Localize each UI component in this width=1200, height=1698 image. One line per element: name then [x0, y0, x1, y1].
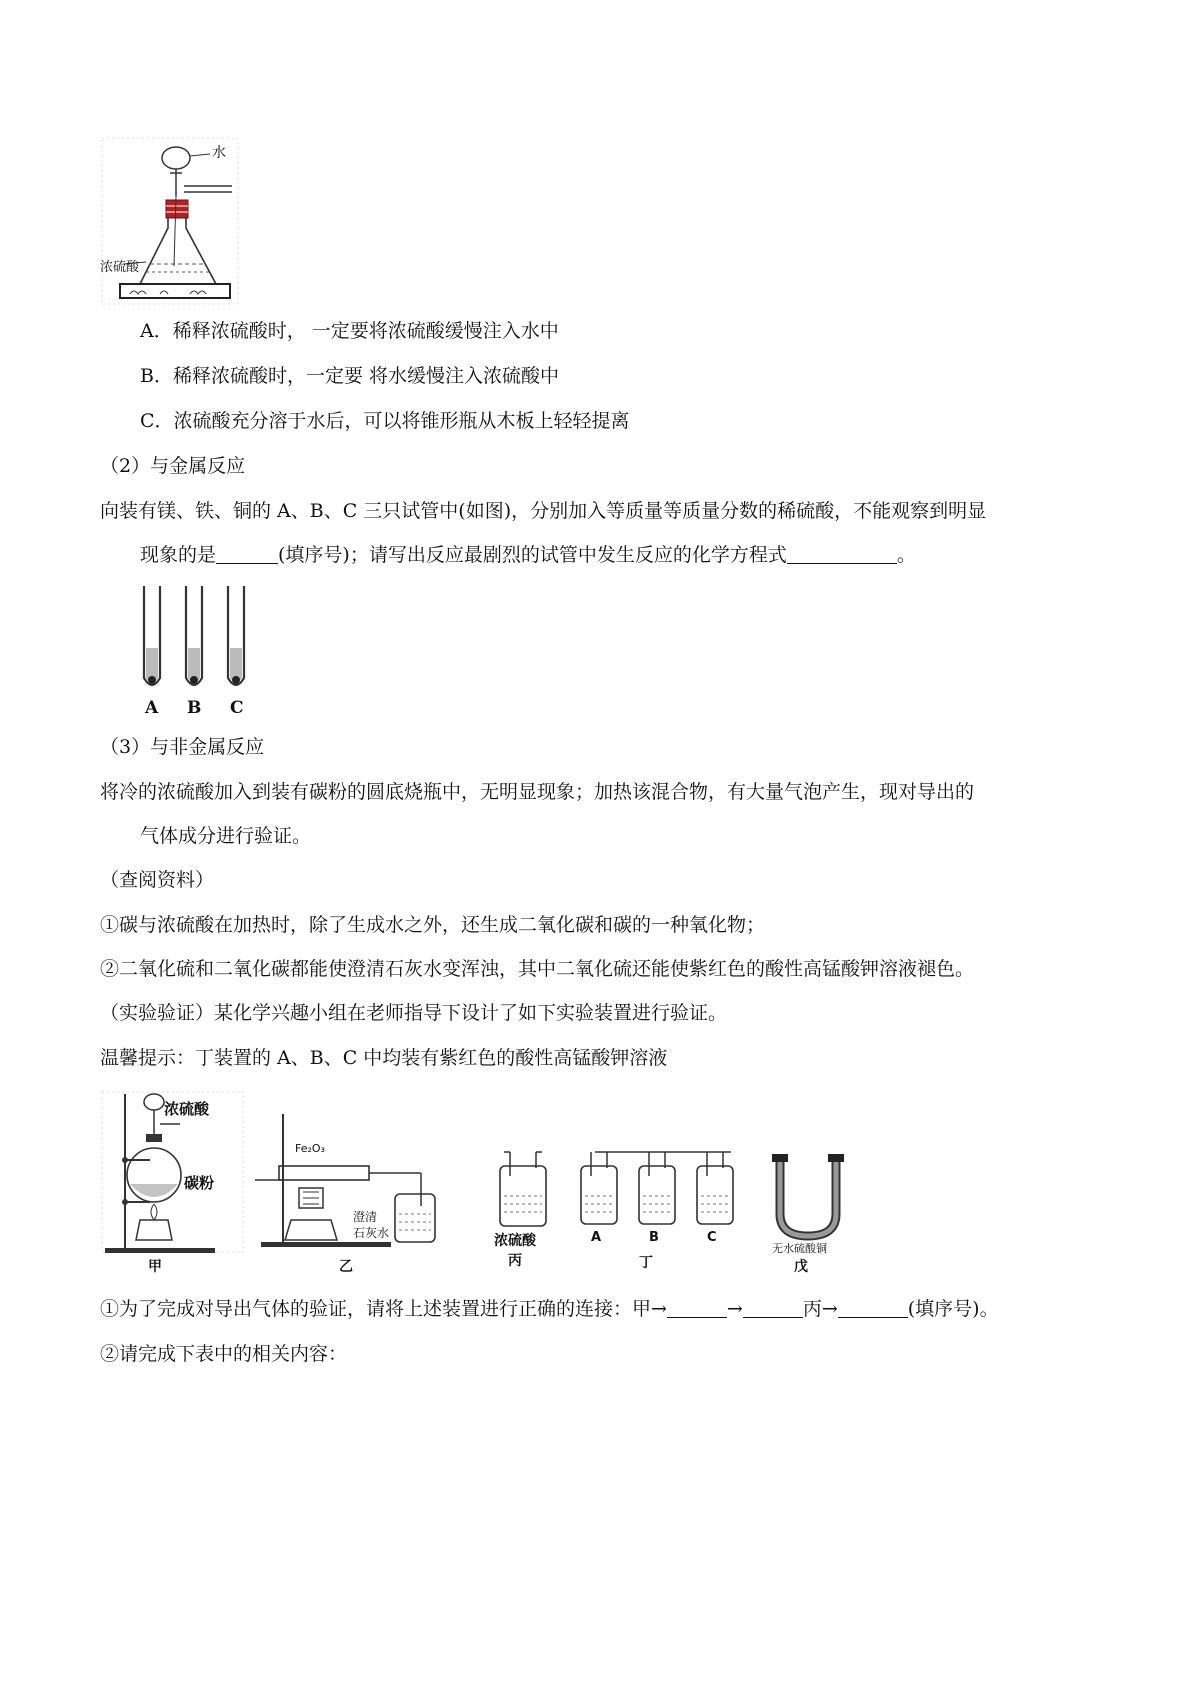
- ding-bottle-a: [581, 1166, 617, 1224]
- question-1-part2: →: [726, 1298, 743, 1320]
- answer-blank-1[interactable]: [667, 1297, 727, 1318]
- answer-blank-tube[interactable]: [216, 543, 278, 564]
- apparatus-ding-drawing: [575, 1146, 755, 1276]
- yi-lime-label-1: 澄清: [353, 1210, 378, 1224]
- acid-label: 浓硫酸: [100, 260, 140, 275]
- section2-line2-part1: 现象的是: [140, 544, 217, 566]
- tube-metal: [148, 676, 156, 684]
- ding-liquid: [585, 1196, 613, 1212]
- ding-name-label: 丁: [639, 1255, 653, 1271]
- water-label: 水: [212, 145, 226, 161]
- section3-heading: （3）与非金属反应: [100, 736, 265, 758]
- answer-blank-equation[interactable]: [787, 543, 897, 564]
- apparatus-wu: [768, 1150, 848, 1278]
- tube-label-a: A: [145, 698, 159, 718]
- ding-liquid: [701, 1196, 729, 1212]
- flask-apparatus-figure: [100, 136, 240, 306]
- yi-lime-label-2: 石灰水: [353, 1226, 390, 1240]
- question-1-part4: (填序号)。: [907, 1298, 999, 1320]
- yi-name-label: 乙: [339, 1259, 353, 1275]
- bing-name-label: 丙: [508, 1253, 522, 1269]
- section3-line2: 气体成分进行验证。: [140, 825, 312, 847]
- jia-carbon-label: 碳粉: [184, 1174, 215, 1192]
- ding-bottle-b: [639, 1166, 675, 1224]
- jia-name-label: 甲: [148, 1259, 162, 1275]
- apparatus-wu-drawing: [768, 1150, 848, 1278]
- ding-liquid: [643, 1196, 671, 1212]
- option-a: A．稀释浓硫酸时， 一定要将浓硫酸缓慢注入水中: [140, 320, 559, 342]
- apparatus-jia: [100, 1090, 245, 1280]
- lookup-heading: （查阅资料）: [100, 869, 215, 891]
- tube-metal: [190, 676, 198, 684]
- question-1: [100, 1296, 999, 1322]
- ding-label-b: B: [649, 1230, 659, 1245]
- apparatus-bing-drawing: [490, 1150, 560, 1275]
- section2-line2-part2: (填序号)；请写出反应最剧烈的试管中发生反应的化学方程式: [278, 544, 787, 566]
- tube-label-c: C: [230, 698, 244, 718]
- fact-1: ①碳与浓硫酸在加热时，除了生成水之外，还生成二氧化碳和碳的一种氧化物；: [100, 914, 766, 936]
- apparatus-yi-drawing: [255, 1110, 445, 1280]
- option-c: C．浓硫酸充分溶于水后，可以将锥形瓶从木板上轻轻提离: [140, 410, 630, 432]
- answer-blank-2[interactable]: [743, 1297, 803, 1318]
- wu-reagent-label: 无水硫酸铜: [772, 1242, 827, 1255]
- tip-text: 温馨提示：丁装置的 A、B、C 中均装有紫红色的酸性高锰酸钾溶液: [100, 1047, 668, 1069]
- apparatus-yi: [255, 1110, 445, 1280]
- fact-2: ②二氧化硫和二氧化碳都能使澄清石灰水变浑浊，其中二氧化硫还能使紫红色的酸性高锰酸钾溶液褪色。: [100, 958, 975, 980]
- option-b: B．稀释浓硫酸时，一定要 将水缓慢注入浓硫酸中: [140, 365, 560, 387]
- apparatus-bing: [490, 1150, 560, 1275]
- apparatus-ding: [575, 1146, 755, 1276]
- ding-label-c: C: [707, 1230, 717, 1245]
- test-tubes-figure: [136, 582, 260, 720]
- section3-line1: 将冷的浓硫酸加入到装有碳粉的圆底烧瓶中，无明显现象；加热该混合物，有大量气泡产生，现对导出的: [100, 781, 975, 803]
- bing-acid-label: 浓硫酸: [494, 1233, 536, 1249]
- jia-acid-label: 浓硫酸: [164, 1100, 210, 1118]
- section2-line2: [140, 542, 916, 568]
- ding-bottle-c: [697, 1166, 733, 1224]
- section2-heading: （2）与金属反应: [100, 455, 246, 477]
- experiment-intro: （实验验证）某化学兴趣小组在老师指导下设计了如下实验装置进行验证。: [100, 1002, 728, 1024]
- tube-label-b: B: [187, 698, 202, 718]
- yi-oxide-label: Fe₂O₃: [295, 1142, 325, 1155]
- ding-label-a: A: [591, 1230, 602, 1245]
- answer-blank-3[interactable]: [838, 1297, 908, 1318]
- question-1-part3: 丙→: [802, 1298, 838, 1320]
- tube-metal: [232, 676, 240, 684]
- question-2: ②请完成下表中的相关内容：: [100, 1343, 348, 1365]
- question-1-part1: ①为了完成对导出气体的验证，请将上述装置进行正确的连接：甲→: [100, 1298, 667, 1320]
- section2-line2-part3: 。: [896, 544, 916, 566]
- wu-name-label: 戊: [794, 1259, 808, 1275]
- section2-line1: 向装有镁、铁、铜的 A、B、C 三只试管中(如图)，分别加入等质量等质量分数的稀硫酸，不能观察到明显: [100, 500, 987, 522]
